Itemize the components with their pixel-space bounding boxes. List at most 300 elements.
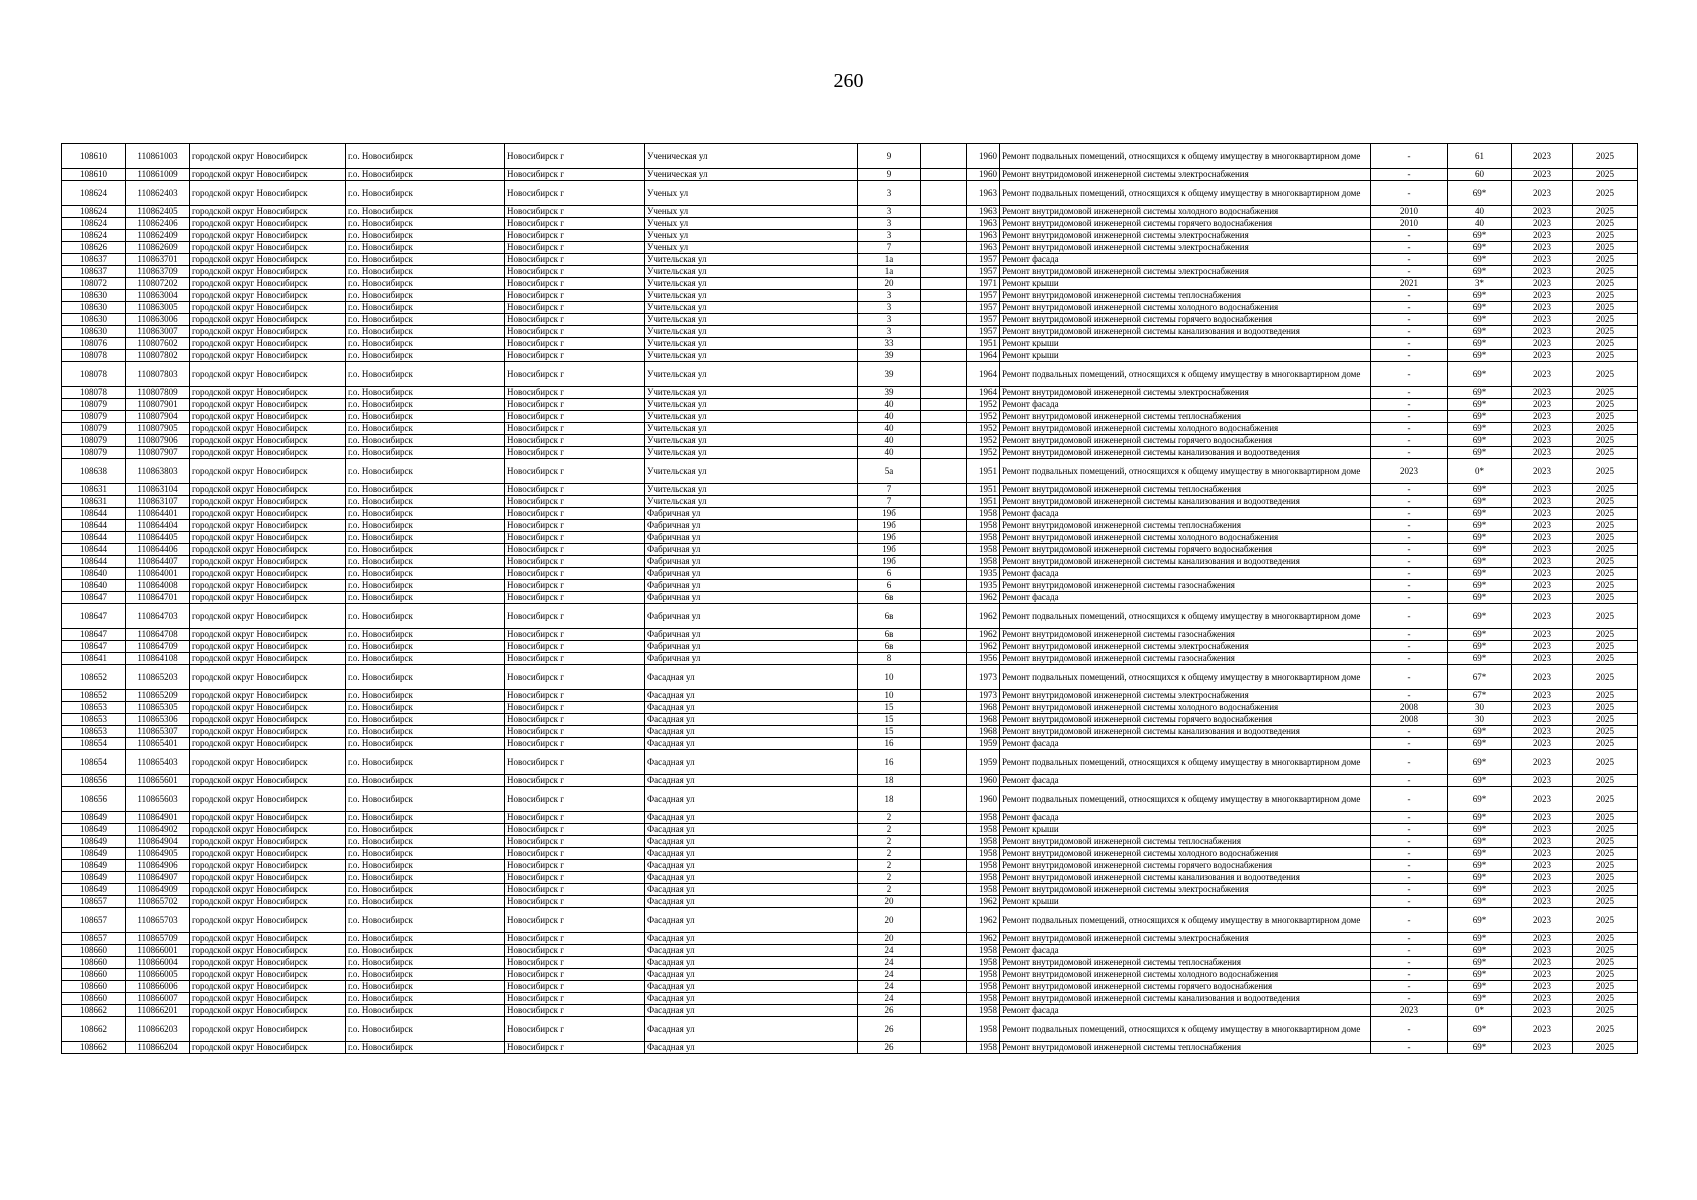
- last-repair-year-cell: -: [1371, 836, 1448, 848]
- street-cell: Фасадная ул: [645, 726, 858, 738]
- plan-end-cell: 2025: [1573, 824, 1638, 836]
- wear-cell: 69*: [1448, 884, 1512, 896]
- plan-end-cell: 2025: [1573, 362, 1638, 387]
- municipality-cell: городской округ Новосибирск: [190, 848, 346, 860]
- district-cell: г.о. Новосибирск: [346, 908, 505, 933]
- district-cell: г.о. Новосибирск: [346, 144, 505, 169]
- municipality-cell: городской округ Новосибирск: [190, 787, 346, 812]
- house-id-cell: 108660: [62, 981, 126, 993]
- district-cell: г.о. Новосибирск: [346, 266, 505, 278]
- year-built-cell: 1963: [967, 218, 1000, 230]
- work-id-cell: 110863004: [126, 290, 190, 302]
- house-id-cell: 108079: [62, 447, 126, 459]
- building-cell: [921, 629, 967, 641]
- wear-cell: 69*: [1448, 641, 1512, 653]
- table-row: [62, 896, 1638, 908]
- locality-cell: Новосибирск г: [505, 218, 645, 230]
- house-id-cell: 108649: [62, 848, 126, 860]
- house-number-cell: 5а: [858, 459, 921, 484]
- wear-cell: 69*: [1448, 812, 1512, 824]
- house-number-cell: 20: [858, 278, 921, 290]
- plan-start-cell: 2023: [1512, 690, 1573, 702]
- municipality-cell: городской округ Новосибирск: [190, 750, 346, 775]
- building-cell: [921, 896, 967, 908]
- table-row: [62, 775, 1638, 787]
- table-row: [62, 848, 1638, 860]
- plan-end-cell: 2025: [1573, 459, 1638, 484]
- work-type-cell: Ремонт крыши: [1000, 350, 1371, 362]
- wear-cell: 69*: [1448, 568, 1512, 580]
- work-id-cell: 110864902: [126, 824, 190, 836]
- work-type-cell: Ремонт внутридомовой инженерной системы теплоснабжения: [1000, 957, 1371, 969]
- locality-cell: Новосибирск г: [505, 508, 645, 520]
- table-row: [62, 908, 1638, 933]
- work-id-cell: 110807906: [126, 435, 190, 447]
- building-cell: [921, 580, 967, 592]
- last-repair-year-cell: -: [1371, 945, 1448, 957]
- registry-body: [62, 144, 1638, 1054]
- work-type-cell: Ремонт внутридомовой инженерной системы теплоснабжения: [1000, 836, 1371, 848]
- house-number-cell: 40: [858, 447, 921, 459]
- house-number-cell: 19б: [858, 556, 921, 568]
- plan-start-cell: 2023: [1512, 860, 1573, 872]
- year-built-cell: 1960: [967, 787, 1000, 812]
- street-cell: Фасадная ул: [645, 690, 858, 702]
- table-row: [62, 520, 1638, 532]
- district-cell: г.о. Новосибирск: [346, 726, 505, 738]
- street-cell: Фасадная ул: [645, 933, 858, 945]
- district-cell: г.о. Новосибирск: [346, 435, 505, 447]
- work-id-cell: 110863701: [126, 254, 190, 266]
- work-id-cell: 110866006: [126, 981, 190, 993]
- locality-cell: Новосибирск г: [505, 230, 645, 242]
- municipality-cell: городской округ Новосибирск: [190, 290, 346, 302]
- plan-end-cell: 2025: [1573, 266, 1638, 278]
- district-cell: г.о. Новосибирск: [346, 969, 505, 981]
- district-cell: г.о. Новосибирск: [346, 459, 505, 484]
- plan-start-cell: 2023: [1512, 592, 1573, 604]
- year-built-cell: 1958: [967, 836, 1000, 848]
- district-cell: г.о. Новосибирск: [346, 690, 505, 702]
- locality-cell: Новосибирск г: [505, 459, 645, 484]
- work-type-cell: Ремонт внутридомовой инженерной системы холодного водоснабжения: [1000, 206, 1371, 218]
- plan-end-cell: 2025: [1573, 556, 1638, 568]
- district-cell: г.о. Новосибирск: [346, 314, 505, 326]
- building-cell: [921, 326, 967, 338]
- house-id-cell: 108647: [62, 592, 126, 604]
- work-type-cell: Ремонт внутридомовой инженерной системы электроснабжения: [1000, 884, 1371, 896]
- house-number-cell: 16: [858, 750, 921, 775]
- plan-start-cell: 2023: [1512, 399, 1573, 411]
- municipality-cell: городской округ Новосибирск: [190, 896, 346, 908]
- plan-start-cell: 2023: [1512, 908, 1573, 933]
- plan-end-cell: 2025: [1573, 1017, 1638, 1042]
- plan-start-cell: 2023: [1512, 629, 1573, 641]
- year-built-cell: 1951: [967, 484, 1000, 496]
- wear-cell: 69*: [1448, 350, 1512, 362]
- last-repair-year-cell: -: [1371, 484, 1448, 496]
- last-repair-year-cell: 2023: [1371, 459, 1448, 484]
- house-id-cell: 108644: [62, 532, 126, 544]
- district-cell: г.о. Новосибирск: [346, 702, 505, 714]
- house-id-cell: 108631: [62, 496, 126, 508]
- building-cell: [921, 690, 967, 702]
- building-cell: [921, 812, 967, 824]
- plan-end-cell: 2025: [1573, 399, 1638, 411]
- table-row: [62, 580, 1638, 592]
- plan-start-cell: 2023: [1512, 702, 1573, 714]
- plan-start-cell: 2023: [1512, 447, 1573, 459]
- house-number-cell: 10: [858, 690, 921, 702]
- wear-cell: 69*: [1448, 1042, 1512, 1054]
- last-repair-year-cell: -: [1371, 775, 1448, 787]
- last-repair-year-cell: -: [1371, 908, 1448, 933]
- street-cell: Фасадная ул: [645, 993, 858, 1005]
- house-number-cell: 6: [858, 580, 921, 592]
- street-cell: Учительская ул: [645, 411, 858, 423]
- work-id-cell: 110864906: [126, 860, 190, 872]
- plan-end-cell: 2025: [1573, 665, 1638, 690]
- year-built-cell: 1957: [967, 326, 1000, 338]
- municipality-cell: городской округ Новосибирск: [190, 872, 346, 884]
- wear-cell: 69*: [1448, 532, 1512, 544]
- district-cell: г.о. Новосибирск: [346, 872, 505, 884]
- table-row: [62, 860, 1638, 872]
- locality-cell: Новосибирск г: [505, 592, 645, 604]
- work-id-cell: 110863005: [126, 302, 190, 314]
- house-id-cell: 108640: [62, 568, 126, 580]
- work-id-cell: 110807907: [126, 447, 190, 459]
- wear-cell: 69*: [1448, 302, 1512, 314]
- house-id-cell: 108662: [62, 1042, 126, 1054]
- plan-end-cell: 2025: [1573, 568, 1638, 580]
- wear-cell: 69*: [1448, 447, 1512, 459]
- plan-end-cell: 2025: [1573, 230, 1638, 242]
- house-number-cell: 6: [858, 568, 921, 580]
- street-cell: Фасадная ул: [645, 860, 858, 872]
- plan-end-cell: 2025: [1573, 544, 1638, 556]
- plan-end-cell: 2025: [1573, 945, 1638, 957]
- locality-cell: Новосибирск г: [505, 750, 645, 775]
- municipality-cell: городской округ Новосибирск: [190, 362, 346, 387]
- locality-cell: Новосибирск г: [505, 387, 645, 399]
- work-type-cell: Ремонт внутридомовой инженерной системы электроснабжения: [1000, 169, 1371, 181]
- wear-cell: 69*: [1448, 872, 1512, 884]
- work-id-cell: 110864901: [126, 812, 190, 824]
- municipality-cell: городской округ Новосибирск: [190, 1042, 346, 1054]
- building-cell: [921, 338, 967, 350]
- street-cell: Фасадная ул: [645, 945, 858, 957]
- table-row: [62, 508, 1638, 520]
- house-id-cell: 108624: [62, 206, 126, 218]
- work-type-cell: Ремонт внутридомовой инженерной системы горячего водоснабжения: [1000, 435, 1371, 447]
- work-type-cell: Ремонт подвальных помещений, относящихся к общему имуществу в многоквартирном доме: [1000, 459, 1371, 484]
- plan-start-cell: 2023: [1512, 981, 1573, 993]
- work-id-cell: 110865306: [126, 714, 190, 726]
- last-repair-year-cell: -: [1371, 604, 1448, 629]
- street-cell: Фабричная ул: [645, 544, 858, 556]
- locality-cell: Новосибирск г: [505, 653, 645, 665]
- year-built-cell: 1964: [967, 387, 1000, 399]
- year-built-cell: 1951: [967, 496, 1000, 508]
- last-repair-year-cell: -: [1371, 896, 1448, 908]
- building-cell: [921, 1042, 967, 1054]
- plan-end-cell: 2025: [1573, 702, 1638, 714]
- locality-cell: Новосибирск г: [505, 714, 645, 726]
- last-repair-year-cell: -: [1371, 435, 1448, 447]
- building-cell: [921, 641, 967, 653]
- table-row: [62, 981, 1638, 993]
- district-cell: г.о. Новосибирск: [346, 568, 505, 580]
- last-repair-year-cell: -: [1371, 326, 1448, 338]
- district-cell: г.о. Новосибирск: [346, 592, 505, 604]
- plan-end-cell: 2025: [1573, 884, 1638, 896]
- wear-cell: 69*: [1448, 933, 1512, 945]
- street-cell: Фасадная ул: [645, 884, 858, 896]
- year-built-cell: 1958: [967, 532, 1000, 544]
- house-id-cell: 108653: [62, 714, 126, 726]
- table-row: [62, 884, 1638, 896]
- wear-cell: 69*: [1448, 726, 1512, 738]
- wear-cell: 69*: [1448, 556, 1512, 568]
- building-cell: [921, 981, 967, 993]
- house-id-cell: 108079: [62, 399, 126, 411]
- municipality-cell: городской округ Новосибирск: [190, 981, 346, 993]
- house-id-cell: 108652: [62, 690, 126, 702]
- plan-start-cell: 2023: [1512, 484, 1573, 496]
- building-cell: [921, 350, 967, 362]
- work-id-cell: 110864701: [126, 592, 190, 604]
- street-cell: Фасадная ул: [645, 738, 858, 750]
- plan-start-cell: 2023: [1512, 896, 1573, 908]
- street-cell: Учительская ул: [645, 387, 858, 399]
- municipality-cell: городской округ Новосибирск: [190, 532, 346, 544]
- house-number-cell: 1а: [858, 266, 921, 278]
- plan-end-cell: 2025: [1573, 423, 1638, 435]
- street-cell: Учительская ул: [645, 350, 858, 362]
- table-row: [62, 1017, 1638, 1042]
- locality-cell: Новосибирск г: [505, 484, 645, 496]
- year-built-cell: 1962: [967, 629, 1000, 641]
- municipality-cell: городской округ Новосибирск: [190, 181, 346, 206]
- last-repair-year-cell: -: [1371, 750, 1448, 775]
- work-id-cell: 110864404: [126, 520, 190, 532]
- last-repair-year-cell: -: [1371, 350, 1448, 362]
- house-number-cell: 6в: [858, 641, 921, 653]
- wear-cell: 69*: [1448, 592, 1512, 604]
- plan-end-cell: 2025: [1573, 787, 1638, 812]
- plan-start-cell: 2023: [1512, 641, 1573, 653]
- last-repair-year-cell: -: [1371, 848, 1448, 860]
- year-built-cell: 1958: [967, 1042, 1000, 1054]
- house-number-cell: 2: [858, 884, 921, 896]
- wear-cell: 69*: [1448, 945, 1512, 957]
- table-row: [62, 278, 1638, 290]
- building-cell: [921, 1005, 967, 1017]
- house-number-cell: 7: [858, 242, 921, 254]
- wear-cell: 69*: [1448, 629, 1512, 641]
- work-id-cell: 110866001: [126, 945, 190, 957]
- house-id-cell: 108653: [62, 726, 126, 738]
- house-number-cell: 19б: [858, 508, 921, 520]
- year-built-cell: 1958: [967, 981, 1000, 993]
- street-cell: Фасадная ул: [645, 848, 858, 860]
- work-id-cell: 110862409: [126, 230, 190, 242]
- house-number-cell: 2: [858, 836, 921, 848]
- wear-cell: 69*: [1448, 580, 1512, 592]
- work-type-cell: Ремонт внутридомовой инженерной системы электроснабжения: [1000, 230, 1371, 242]
- district-cell: г.о. Новосибирск: [346, 242, 505, 254]
- house-number-cell: 6в: [858, 592, 921, 604]
- municipality-cell: городской округ Новосибирск: [190, 242, 346, 254]
- plan-start-cell: 2023: [1512, 957, 1573, 969]
- house-id-cell: 108644: [62, 520, 126, 532]
- street-cell: Фабричная ул: [645, 580, 858, 592]
- locality-cell: Новосибирск г: [505, 496, 645, 508]
- house-id-cell: 108656: [62, 787, 126, 812]
- plan-end-cell: 2025: [1573, 981, 1638, 993]
- wear-cell: 69*: [1448, 508, 1512, 520]
- year-built-cell: 1964: [967, 350, 1000, 362]
- house-number-cell: 18: [858, 775, 921, 787]
- district-cell: г.о. Новосибирск: [346, 812, 505, 824]
- table-row: [62, 411, 1638, 423]
- municipality-cell: городской округ Новосибирск: [190, 520, 346, 532]
- plan-end-cell: 2025: [1573, 580, 1638, 592]
- year-built-cell: 1956: [967, 653, 1000, 665]
- house-id-cell: 108630: [62, 326, 126, 338]
- plan-end-cell: 2025: [1573, 860, 1638, 872]
- work-id-cell: 110807905: [126, 423, 190, 435]
- table-row: [62, 787, 1638, 812]
- district-cell: г.о. Новосибирск: [346, 447, 505, 459]
- district-cell: г.о. Новосибирск: [346, 896, 505, 908]
- year-built-cell: 1960: [967, 144, 1000, 169]
- work-id-cell: 110864405: [126, 532, 190, 544]
- house-number-cell: 2: [858, 848, 921, 860]
- last-repair-year-cell: 2010: [1371, 218, 1448, 230]
- locality-cell: Новосибирск г: [505, 242, 645, 254]
- locality-cell: Новосибирск г: [505, 290, 645, 302]
- plan-start-cell: 2023: [1512, 314, 1573, 326]
- municipality-cell: городской округ Новосибирск: [190, 726, 346, 738]
- work-type-cell: Ремонт подвальных помещений, относящихся к общему имуществу в многоквартирном доме: [1000, 908, 1371, 933]
- municipality-cell: городской округ Новосибирск: [190, 387, 346, 399]
- year-built-cell: 1962: [967, 933, 1000, 945]
- last-repair-year-cell: -: [1371, 738, 1448, 750]
- house-number-cell: 24: [858, 981, 921, 993]
- last-repair-year-cell: -: [1371, 787, 1448, 812]
- plan-end-cell: 2025: [1573, 629, 1638, 641]
- locality-cell: Новосибирск г: [505, 1005, 645, 1017]
- plan-start-cell: 2023: [1512, 738, 1573, 750]
- wear-cell: 69*: [1448, 993, 1512, 1005]
- building-cell: [921, 908, 967, 933]
- table-row: [62, 532, 1638, 544]
- house-number-cell: 20: [858, 908, 921, 933]
- table-row: [62, 872, 1638, 884]
- house-id-cell: 108630: [62, 314, 126, 326]
- building-cell: [921, 266, 967, 278]
- municipality-cell: городской округ Новосибирск: [190, 812, 346, 824]
- building-cell: [921, 206, 967, 218]
- work-type-cell: Ремонт внутридомовой инженерной системы электроснабжения: [1000, 690, 1371, 702]
- plan-start-cell: 2023: [1512, 181, 1573, 206]
- municipality-cell: городской округ Новосибирск: [190, 1017, 346, 1042]
- building-cell: [921, 750, 967, 775]
- plan-start-cell: 2023: [1512, 411, 1573, 423]
- house-number-cell: 10: [858, 665, 921, 690]
- plan-start-cell: 2023: [1512, 580, 1573, 592]
- plan-start-cell: 2023: [1512, 206, 1573, 218]
- plan-end-cell: 2025: [1573, 957, 1638, 969]
- year-built-cell: 1962: [967, 592, 1000, 604]
- work-id-cell: 110866004: [126, 957, 190, 969]
- table-row: [62, 266, 1638, 278]
- work-type-cell: Ремонт внутридомовой инженерной системы теплоснабжения: [1000, 290, 1371, 302]
- table-row: [62, 629, 1638, 641]
- locality-cell: Новосибирск г: [505, 399, 645, 411]
- building-cell: [921, 290, 967, 302]
- district-cell: г.о. Новосибирск: [346, 290, 505, 302]
- year-built-cell: 1958: [967, 824, 1000, 836]
- table-row: [62, 568, 1638, 580]
- house-id-cell: 108638: [62, 459, 126, 484]
- building-cell: [921, 362, 967, 387]
- locality-cell: Новосибирск г: [505, 884, 645, 896]
- house-number-cell: 15: [858, 714, 921, 726]
- plan-start-cell: 2023: [1512, 387, 1573, 399]
- last-repair-year-cell: -: [1371, 544, 1448, 556]
- last-repair-year-cell: -: [1371, 496, 1448, 508]
- house-id-cell: 108660: [62, 957, 126, 969]
- street-cell: Фасадная ул: [645, 787, 858, 812]
- locality-cell: Новосибирск г: [505, 338, 645, 350]
- year-built-cell: 1973: [967, 665, 1000, 690]
- street-cell: Учительская ул: [645, 484, 858, 496]
- locality-cell: Новосибирск г: [505, 641, 645, 653]
- house-id-cell: 108610: [62, 144, 126, 169]
- house-number-cell: 6в: [858, 604, 921, 629]
- district-cell: г.о. Новосибирск: [346, 423, 505, 435]
- work-id-cell: 110864407: [126, 556, 190, 568]
- municipality-cell: городской округ Новосибирск: [190, 484, 346, 496]
- table-row: [62, 290, 1638, 302]
- year-built-cell: 1957: [967, 314, 1000, 326]
- house-id-cell: 108078: [62, 362, 126, 387]
- year-built-cell: 1958: [967, 544, 1000, 556]
- municipality-cell: городской округ Новосибирск: [190, 641, 346, 653]
- locality-cell: Новосибирск г: [505, 775, 645, 787]
- building-cell: [921, 592, 967, 604]
- house-number-cell: 33: [858, 338, 921, 350]
- plan-start-cell: 2023: [1512, 496, 1573, 508]
- municipality-cell: городской округ Новосибирск: [190, 1005, 346, 1017]
- street-cell: Учительская ул: [645, 362, 858, 387]
- year-built-cell: 1935: [967, 580, 1000, 592]
- house-id-cell: 108656: [62, 775, 126, 787]
- plan-end-cell: 2025: [1573, 896, 1638, 908]
- plan-end-cell: 2025: [1573, 872, 1638, 884]
- year-built-cell: 1958: [967, 872, 1000, 884]
- municipality-cell: городской округ Новосибирск: [190, 459, 346, 484]
- work-id-cell: 110864904: [126, 836, 190, 848]
- building-cell: [921, 144, 967, 169]
- house-id-cell: 108649: [62, 884, 126, 896]
- municipality-cell: городской округ Новосибирск: [190, 314, 346, 326]
- plan-end-cell: 2025: [1573, 532, 1638, 544]
- street-cell: Учительская ул: [645, 459, 858, 484]
